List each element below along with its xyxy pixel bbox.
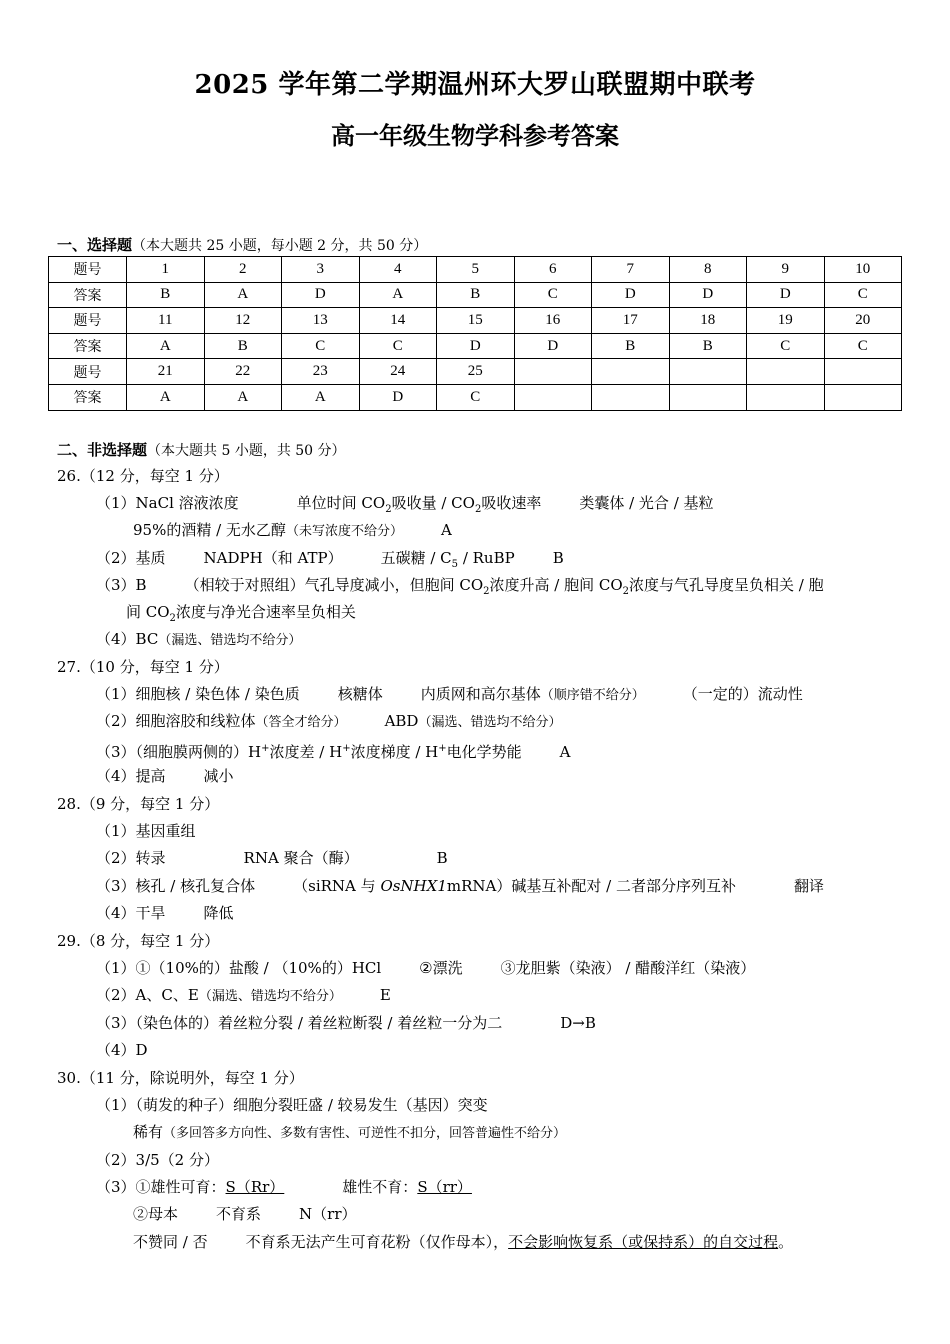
sup: + — [438, 743, 447, 754]
question-number-cell: 22 — [204, 359, 282, 385]
q29-a1: （1）①（10%的）盐酸 / （10%的）HCl — [96, 959, 382, 977]
section1-note: （本大题共 25 小题，每小题 2 分，共 50 分） — [132, 238, 428, 254]
sub: 2 — [169, 613, 176, 624]
q26-c2: （相较于对照组）气孔导度减小，但胞间 CO — [184, 576, 484, 594]
q26-b1: （2）基质 — [96, 549, 166, 567]
question-number-cell: 5 — [437, 257, 515, 283]
question-number-cell: 13 — [282, 308, 360, 334]
q26-a2c: 吸收速率 — [481, 494, 542, 512]
answer-cell: D — [669, 282, 747, 308]
q30-d4: 。 — [778, 1233, 794, 1251]
q27-line3 — [96, 739, 571, 762]
q26-line5 — [126, 602, 356, 629]
question-number-cell: 21 — [127, 359, 205, 385]
question-number-cell: 12 — [204, 308, 282, 334]
q28-d2: 降低 — [203, 904, 234, 922]
row-label-answer: 答案 — [49, 282, 127, 308]
page-subtitle: 高一年级生物学科参考答案 — [331, 121, 619, 150]
q29-heading: 29.（8 分，每空 1 分） — [57, 932, 220, 950]
q26-a2: 单位时间 CO — [296, 494, 386, 512]
q28-d1: （4）干旱 — [96, 904, 166, 922]
question-number-cell: 6 — [514, 257, 592, 283]
q27-heading: 27.（10 分，每空 1 分） — [57, 658, 229, 676]
q26-d1: （4）BC — [96, 630, 159, 648]
q29-line1 — [96, 958, 755, 978]
q26-note1: （未写浓度不给分） — [285, 524, 403, 539]
section1-heading — [57, 234, 427, 255]
q30-b4: S（rr） — [417, 1178, 472, 1196]
sub: 2 — [622, 586, 630, 597]
q28-line4 — [96, 903, 234, 923]
section2-title: 二、非选择题 — [57, 441, 148, 459]
question-number-cell: 11 — [127, 308, 205, 334]
q27-b2: ABD — [384, 712, 419, 730]
q27-a2: 核糖体 — [337, 685, 383, 703]
question-number-cell: 17 — [592, 308, 670, 334]
question-number-row — [49, 257, 902, 283]
q30-heading: 30.（11 分，除说明外，每空 1 分） — [57, 1069, 304, 1087]
q30-line3: （2）3/5（2 分） — [96, 1151, 219, 1169]
question-number-cell: 19 — [747, 308, 825, 334]
q26-line4 — [96, 575, 824, 602]
answer-cell: B — [592, 333, 670, 359]
q26-line3 — [96, 548, 564, 575]
answer-cell: C — [282, 333, 360, 359]
q26-b3: 五碳糖 / C — [380, 549, 452, 567]
q27-c3: 浓度梯度 / H — [350, 743, 439, 761]
q27-a4: （一定的）流动性 — [682, 685, 803, 703]
sup: + — [342, 743, 351, 754]
answer-cell: A — [204, 384, 282, 410]
q30-line2 — [133, 1122, 566, 1144]
question-number-cell — [824, 359, 902, 385]
answer-row — [49, 282, 902, 308]
question-number-cell: 25 — [437, 359, 515, 385]
q28-b3: B — [436, 849, 448, 867]
section2-note: （本大题共 5 小题，共 50 分） — [147, 443, 346, 459]
answer-row — [49, 384, 902, 410]
answer-table — [48, 256, 902, 411]
question-number-cell: 16 — [514, 308, 592, 334]
answer-cell: C — [747, 333, 825, 359]
q29-a3: ③龙胆紫（染液） / 醋酸洋红（染液） — [500, 959, 756, 977]
q30-c2: 不育系 — [216, 1205, 262, 1223]
q27-note1: （顺序错不给分） — [540, 688, 645, 703]
answer-cell: D — [282, 282, 360, 308]
answer-cell: D — [592, 282, 670, 308]
row-label-question: 题号 — [49, 359, 127, 385]
answer-cell: A — [127, 333, 205, 359]
answer-cell: D — [359, 384, 437, 410]
q26-b3b: / RuBP — [458, 549, 515, 567]
answer-cell: B — [669, 333, 747, 359]
question-number-cell: 24 — [359, 359, 437, 385]
answer-cell: C — [359, 333, 437, 359]
q30-line4 — [96, 1177, 472, 1197]
answer-cell: A — [282, 384, 360, 410]
q27-c2: 浓度差 / H — [269, 743, 343, 761]
question-number-cell: 23 — [282, 359, 360, 385]
q28-line1: （1）基因重组 — [96, 822, 196, 840]
q30-c1: ②母本 — [133, 1205, 179, 1223]
q26-c2c: 浓度与气孔导度呈负相关 / 胞 — [629, 576, 824, 594]
q29-line4: （4）D — [96, 1041, 148, 1059]
q26-a4: 95%的酒精 / 无水乙醇 — [133, 521, 286, 539]
q26-b4: B — [552, 549, 564, 567]
q26-heading: 26.（12 分，每空 1 分） — [57, 467, 229, 485]
answer-cell: C — [824, 333, 902, 359]
answer-cell: C — [514, 282, 592, 308]
q27-line4 — [96, 766, 234, 786]
q29-line3 — [96, 1013, 596, 1033]
question-number-cell — [592, 359, 670, 385]
question-number-row — [49, 308, 902, 334]
q26-c3b: 浓度与净光合速率呈负相关 — [175, 603, 356, 621]
q30-c3: N（rr） — [299, 1205, 357, 1223]
sub: 2 — [483, 586, 490, 597]
answer-cell: A — [204, 282, 282, 308]
q30-note1: （多回答多方向性、多数有害性、可逆性不扣分，回答普遍性不给分） — [163, 1126, 567, 1141]
q29-b2: E — [379, 986, 391, 1004]
q30-line1: （1）（萌发的种子）细胞分裂旺盛 / 较易发生（基因）突变 — [96, 1096, 488, 1114]
question-number-cell: 14 — [359, 308, 437, 334]
q28-c1: （3）核孔 / 核孔复合体 — [96, 877, 256, 895]
question-number-row — [49, 359, 902, 385]
answer-cell — [669, 384, 747, 410]
row-label-question: 题号 — [49, 308, 127, 334]
answer-cell: A — [127, 384, 205, 410]
q27-c4: 电化学势能 — [446, 743, 522, 761]
q29-c1: （3）（染色体的）着丝粒分裂 / 着丝粒断裂 / 着丝粒一分为二 — [96, 1014, 503, 1032]
row-label-answer: 答案 — [49, 384, 127, 410]
q28-heading: 28.（9 分，每空 1 分） — [57, 795, 220, 813]
q30-b2: S（Rr） — [225, 1178, 285, 1196]
q26-line2 — [133, 520, 452, 542]
q27-c5: A — [559, 743, 571, 761]
question-number-cell: 3 — [282, 257, 360, 283]
section1-title: 一、选择题 — [57, 236, 133, 254]
answer-cell: B — [437, 282, 515, 308]
q30-b3: 雄性不育： — [342, 1178, 418, 1196]
q26-line6 — [96, 629, 301, 651]
q26-note2: （漏选、错选均不给分） — [158, 633, 302, 648]
answer-row — [49, 333, 902, 359]
question-number-cell: 1 — [127, 257, 205, 283]
sub: 2 — [385, 504, 392, 515]
question-number-cell: 10 — [824, 257, 902, 283]
q26-b2: NADPH（和 ATP） — [203, 549, 343, 567]
question-number-cell: 4 — [359, 257, 437, 283]
question-number-cell: 20 — [824, 308, 902, 334]
q29-b1: （2）A、C、E — [96, 986, 199, 1004]
answer-cell: B — [127, 282, 205, 308]
answer-cell: D — [437, 333, 515, 359]
q30-a2: 稀有 — [133, 1123, 164, 1141]
q29-c2: D→B — [560, 1014, 596, 1032]
q27-d2: 减小 — [203, 767, 234, 785]
q27-line1 — [96, 684, 803, 706]
sup: + — [261, 743, 270, 754]
question-number-cell — [514, 359, 592, 385]
q26-a5: A — [440, 521, 452, 539]
question-number-cell: 18 — [669, 308, 747, 334]
q28-b2: RNA 聚合（酶） — [243, 849, 359, 867]
question-number-cell — [669, 359, 747, 385]
q28-line2 — [96, 848, 448, 868]
q30-line5 — [133, 1204, 357, 1224]
q28-gene: OsNHX1 — [380, 877, 447, 895]
q28-c2: （siRNA 与 — [293, 877, 381, 895]
question-number-cell — [747, 359, 825, 385]
q26-a2b: 吸收量 / CO — [391, 494, 475, 512]
q26-a1: （1）NaCl 溶液浓度 — [96, 494, 239, 512]
section2-heading — [57, 439, 346, 460]
q26-c1: （3）B — [96, 576, 147, 594]
q30-d1: 不赞同 / 否 — [133, 1233, 208, 1251]
question-number-cell: 2 — [204, 257, 282, 283]
answer-cell — [592, 384, 670, 410]
question-number-cell: 8 — [669, 257, 747, 283]
q27-note2: （答全才给分） — [255, 715, 347, 730]
answer-cell: D — [514, 333, 592, 359]
row-label-answer: 答案 — [49, 333, 127, 359]
q27-a1: （1）细胞核 / 染色体 / 染色质 — [96, 685, 300, 703]
q28-line3 — [96, 876, 824, 896]
q26-c3: 间 CO — [126, 603, 170, 621]
q30-d3: 不会影响恢复系（或保持系）的自交过程 — [508, 1233, 779, 1251]
sub: 2 — [474, 504, 482, 515]
q29-note1: （漏选、错选均不给分） — [198, 989, 342, 1004]
q27-b1: （2）细胞溶胶和线粒体 — [96, 712, 256, 730]
question-number-cell: 15 — [437, 308, 515, 334]
answer-cell: C — [824, 282, 902, 308]
q28-b1: （2）转录 — [96, 849, 166, 867]
q29-a2: ②漂洗 — [419, 959, 463, 977]
answer-cell — [514, 384, 592, 410]
q27-a3: 内质网和高尔基体 — [420, 685, 541, 703]
answer-cell: D — [747, 282, 825, 308]
question-number-cell: 9 — [747, 257, 825, 283]
q26-c2b: 浓度升高 / 胞间 CO — [489, 576, 623, 594]
q27-line2 — [96, 711, 561, 733]
q30-d2: 不育系无法产生可育花粉（仅作母本）， — [245, 1233, 509, 1251]
q26-a3: 类囊体 / 光合 / 基粒 — [579, 494, 714, 512]
sub: 5 — [451, 559, 459, 570]
q30-b1: （3）①雄性可育： — [96, 1178, 226, 1196]
q30-line6 — [133, 1232, 793, 1252]
q27-c1: （3）（细胞膜两侧的）H — [96, 743, 262, 761]
q28-c3: mRNA）碱基互补配对 / 二者部分序列互补 — [446, 877, 736, 895]
answer-cell: A — [359, 282, 437, 308]
q27-d1: （4）提高 — [96, 767, 166, 785]
answer-cell: C — [437, 384, 515, 410]
q28-c4: 翻译 — [793, 877, 824, 895]
q27-note3: （漏选、错选均不给分） — [418, 715, 562, 730]
page-title: 2025 学年第二学期温州环大罗山联盟期中联考 — [194, 70, 756, 100]
row-label-question: 题号 — [49, 257, 127, 283]
question-number-cell: 7 — [592, 257, 670, 283]
answer-cell: B — [204, 333, 282, 359]
q26-line1 — [96, 493, 714, 520]
q29-line2 — [96, 985, 391, 1007]
answer-cell — [747, 384, 825, 410]
answer-cell — [824, 384, 902, 410]
